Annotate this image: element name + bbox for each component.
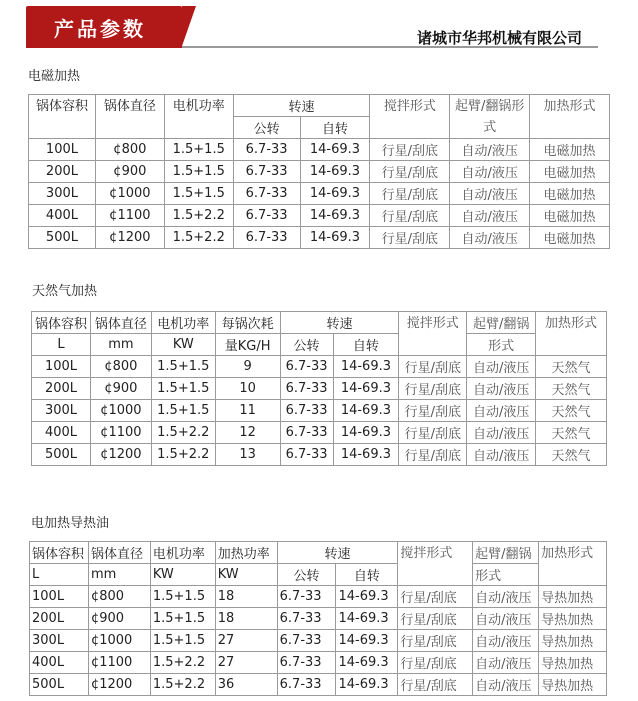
table-cell: 自动/液压 <box>450 161 530 183</box>
header-gas-unit: 量KG/H <box>215 334 280 356</box>
table-cell: 36 <box>215 674 277 696</box>
table-cell: 1.5+1.5 <box>150 608 215 630</box>
table-cell: 10 <box>215 378 280 400</box>
table-cell: 行星/刮底 <box>370 139 450 161</box>
table-row <box>30 608 607 630</box>
table-row <box>32 400 607 422</box>
table-cell: 6.7-33 <box>280 378 333 400</box>
table-cell: 500L <box>32 444 91 466</box>
banner-title: 产品参数 <box>54 17 146 41</box>
table-cell: 电磁加热 <box>530 183 610 205</box>
table-cell: 6.7-33 <box>277 586 336 608</box>
table-cell: 100L <box>29 139 96 161</box>
table-cell: ¢800 <box>88 586 150 608</box>
table-cell: 行星/刮底 <box>398 586 473 608</box>
header-revolution: 公转 <box>233 117 300 139</box>
table-cell: 自动/液压 <box>467 444 536 466</box>
table-cell: ¢900 <box>90 378 151 400</box>
table-cell: 1.5+1.5 <box>164 139 233 161</box>
table-cell: 14-69.3 <box>300 205 370 227</box>
table-cell: 6.7-33 <box>280 444 333 466</box>
table-body <box>29 139 610 249</box>
table-cell: 行星/刮底 <box>399 444 467 466</box>
table-cell: 1.5+2.2 <box>151 422 215 444</box>
table-cell: 导热加热 <box>539 674 607 696</box>
table-cell: 12 <box>215 422 280 444</box>
spec-table-electromagnetic <box>28 94 610 249</box>
header-stir-type: 搅拌形式 <box>370 95 450 139</box>
table-cell: 300L <box>32 400 91 422</box>
table-cell: 电磁加热 <box>530 205 610 227</box>
table-cell: 27 <box>215 630 277 652</box>
table-cell: 6.7-33 <box>277 630 336 652</box>
table-cell: 导热加热 <box>539 630 607 652</box>
table-cell: 14-69.3 <box>300 183 370 205</box>
table-cell: 行星/刮底 <box>399 378 467 400</box>
table-cell: ¢1200 <box>90 444 151 466</box>
table-cell: 导热加热 <box>539 586 607 608</box>
table-cell: 13 <box>215 444 280 466</box>
table-cell: 6.7-33 <box>280 356 333 378</box>
table-row <box>32 356 607 378</box>
table-cell: 1.5+1.5 <box>151 400 215 422</box>
table-cell: 自动/液压 <box>450 183 530 205</box>
table-cell: 6.7-33 <box>233 227 300 249</box>
table-row <box>29 227 610 249</box>
table-row <box>30 674 607 696</box>
table-cell: 14-69.3 <box>333 400 399 422</box>
table-cell: 400L <box>29 205 96 227</box>
header-volume: 锅体容积 <box>30 542 89 564</box>
header-rotation: 自转 <box>333 334 399 356</box>
table-row <box>30 630 607 652</box>
table-cell: 14-69.3 <box>336 630 398 652</box>
table-cell: 电磁加热 <box>530 161 610 183</box>
table-body <box>30 586 607 696</box>
table-cell: 1.5+2.2 <box>150 652 215 674</box>
header-diameter: 锅体直径 <box>90 312 151 334</box>
table-row <box>32 378 607 400</box>
header-heat-type: 加热形式 <box>536 312 607 356</box>
table-cell: 行星/刮底 <box>398 608 473 630</box>
table-cell: 自动/液压 <box>473 630 539 652</box>
table-cell: 自动/液压 <box>467 400 536 422</box>
table-cell: 行星/刮底 <box>398 630 473 652</box>
header-diameter-unit: mm <box>88 564 150 586</box>
header-speed: 转速 <box>233 95 370 117</box>
table-cell: 行星/刮底 <box>370 161 450 183</box>
table-cell: 14-69.3 <box>300 139 370 161</box>
header-rotation: 自转 <box>300 117 370 139</box>
table-cell: 天然气 <box>536 356 607 378</box>
table-cell: 6.7-33 <box>280 422 333 444</box>
table-cell: 电磁加热 <box>530 139 610 161</box>
header-revolution: 公转 <box>277 564 336 586</box>
table-cell: 天然气 <box>536 400 607 422</box>
table-cell: 导热加热 <box>539 652 607 674</box>
section-title-electromagnetic: 电磁加热 <box>28 69 81 84</box>
header-stir-type: 搅拌形式 <box>399 312 467 356</box>
table-cell: 自动/液压 <box>450 205 530 227</box>
table-cell: 1.5+2.2 <box>164 227 233 249</box>
header-volume-unit: L <box>30 564 89 586</box>
table-cell: 300L <box>29 183 96 205</box>
header-volume-unit: L <box>32 334 91 356</box>
table-cell: 自动/液压 <box>467 378 536 400</box>
table-row <box>30 586 607 608</box>
table-cell: 天然气 <box>536 378 607 400</box>
header-motor-power: 电机功率 <box>151 312 215 334</box>
header-power-unit: KW <box>150 564 215 586</box>
table-cell: 1.5+1.5 <box>150 586 215 608</box>
table-row <box>29 205 610 227</box>
header-heat-type: 加热形式 <box>539 542 607 586</box>
table-cell: 14-69.3 <box>336 608 398 630</box>
table-cell: 行星/刮底 <box>398 652 473 674</box>
table-cell: 200L <box>30 608 89 630</box>
table-cell: 100L <box>30 586 89 608</box>
table-cell: 400L <box>32 422 91 444</box>
table-cell: 500L <box>30 674 89 696</box>
table-cell: 自动/液压 <box>473 652 539 674</box>
table-cell: 6.7-33 <box>233 139 300 161</box>
table-cell: 天然气 <box>536 422 607 444</box>
table-cell: 1.5+1.5 <box>164 183 233 205</box>
table-cell: 14-69.3 <box>336 674 398 696</box>
table-cell: ¢800 <box>95 139 164 161</box>
table-cell: 14-69.3 <box>300 227 370 249</box>
table-cell: 14-69.3 <box>333 444 399 466</box>
table-cell: 1.5+2.2 <box>150 674 215 696</box>
spec-table-natural-gas <box>31 311 607 466</box>
table-cell: 300L <box>30 630 89 652</box>
table-cell: 自动/液压 <box>473 586 539 608</box>
table-cell: 1.5+1.5 <box>151 378 215 400</box>
table-cell: ¢1000 <box>95 183 164 205</box>
header-stir-type: 搅拌形式 <box>398 542 473 586</box>
table-cell: 9 <box>215 356 280 378</box>
table-cell: ¢1100 <box>88 652 150 674</box>
table-cell: 14-69.3 <box>333 378 399 400</box>
table-cell: 27 <box>215 652 277 674</box>
page-banner <box>26 6 182 46</box>
header-speed: 转速 <box>277 542 398 564</box>
table-cell: 500L <box>29 227 96 249</box>
header-divider-accent <box>26 44 182 48</box>
table-cell: 自动/液压 <box>473 674 539 696</box>
table-cell: 11 <box>215 400 280 422</box>
header-lift-type: 起臂/翻锅 <box>467 312 536 334</box>
header-diameter: 锅体直径 <box>88 542 150 564</box>
table-cell: 天然气 <box>536 444 607 466</box>
table-row <box>29 183 610 205</box>
table-cell: 200L <box>32 378 91 400</box>
header-diameter-unit: mm <box>90 334 151 356</box>
table-cell: 6.7-33 <box>233 161 300 183</box>
table-cell: 行星/刮底 <box>370 183 450 205</box>
table-row <box>30 652 607 674</box>
header-speed: 转速 <box>280 312 399 334</box>
table-cell: 400L <box>30 652 89 674</box>
table-cell: ¢1100 <box>90 422 151 444</box>
table-cell: 100L <box>32 356 91 378</box>
table-cell: 1.5+2.2 <box>151 444 215 466</box>
table-cell: 6.7-33 <box>233 205 300 227</box>
table-cell: 行星/刮底 <box>398 674 473 696</box>
header-heating-power-unit: KW <box>215 564 277 586</box>
table-cell: 1.5+2.2 <box>164 205 233 227</box>
table-cell: 行星/刮底 <box>370 227 450 249</box>
table-cell: 自动/液压 <box>467 356 536 378</box>
header-heating-power: 加热功率 <box>215 542 277 564</box>
header-revolution: 公转 <box>280 334 333 356</box>
table-cell: 6.7-33 <box>233 183 300 205</box>
table-row <box>29 161 610 183</box>
table-cell: 1.5+1.5 <box>150 630 215 652</box>
header-gas-consumption: 每锅次耗 <box>215 312 280 334</box>
header-rotation: 自转 <box>336 564 398 586</box>
table-cell: 6.7-33 <box>280 400 333 422</box>
table-cell: 行星/刮底 <box>399 422 467 444</box>
header-volume: 锅体容积 <box>32 312 91 334</box>
table-row <box>32 444 607 466</box>
table-cell: 导热加热 <box>539 608 607 630</box>
table-cell: 14-69.3 <box>336 652 398 674</box>
table-cell: ¢1200 <box>95 227 164 249</box>
table-cell: ¢900 <box>95 161 164 183</box>
header-lift-type: 起臂/翻锅形式 <box>450 95 530 139</box>
header-volume: 锅体容积 <box>29 95 96 139</box>
spec-table-thermal-oil <box>29 541 607 696</box>
table-cell: 自动/液压 <box>473 608 539 630</box>
header-heat-type: 加热形式 <box>530 95 610 139</box>
header-lift-type-2: 形式 <box>473 564 539 586</box>
section-title-natural-gas: 天然气加热 <box>32 284 98 299</box>
table-cell: 1.5+1.5 <box>164 161 233 183</box>
company-name: 诸城市华邦机械有限公司 <box>416 29 582 47</box>
header-diameter: 锅体直径 <box>95 95 164 139</box>
table-cell: 1.5+1.5 <box>151 356 215 378</box>
table-cell: ¢1200 <box>88 674 150 696</box>
table-cell: ¢1100 <box>95 205 164 227</box>
table-row <box>32 422 607 444</box>
table-cell: 行星/刮底 <box>399 400 467 422</box>
header-power-unit: KW <box>151 334 215 356</box>
table-cell: 行星/刮底 <box>399 356 467 378</box>
table-row <box>29 139 610 161</box>
table-cell: ¢1000 <box>88 630 150 652</box>
header-lift-type: 起臂/翻锅 <box>473 542 539 564</box>
table-cell: 14-69.3 <box>333 422 399 444</box>
table-cell: 14-69.3 <box>336 586 398 608</box>
table-cell: 行星/刮底 <box>370 205 450 227</box>
table-cell: 自动/液压 <box>450 139 530 161</box>
header-motor-power: 电机功率 <box>164 95 233 139</box>
table-cell: 14-69.3 <box>333 356 399 378</box>
table-body <box>32 356 607 466</box>
table-cell: 自动/液压 <box>450 227 530 249</box>
header-motor-power: 电机功率 <box>150 542 215 564</box>
table-cell: 6.7-33 <box>277 674 336 696</box>
table-cell: 200L <box>29 161 96 183</box>
table-cell: ¢800 <box>90 356 151 378</box>
table-cell: ¢1000 <box>90 400 151 422</box>
header-lift-type-2: 形式 <box>467 334 536 356</box>
table-cell: 自动/液压 <box>467 422 536 444</box>
table-cell: 6.7-33 <box>277 608 336 630</box>
table-cell: 18 <box>215 608 277 630</box>
table-cell: ¢900 <box>88 608 150 630</box>
table-cell: 18 <box>215 586 277 608</box>
section-title-thermal-oil: 电加热导热油 <box>31 516 110 531</box>
table-cell: 6.7-33 <box>277 652 336 674</box>
table-cell: 14-69.3 <box>300 161 370 183</box>
table-cell: 电磁加热 <box>530 227 610 249</box>
